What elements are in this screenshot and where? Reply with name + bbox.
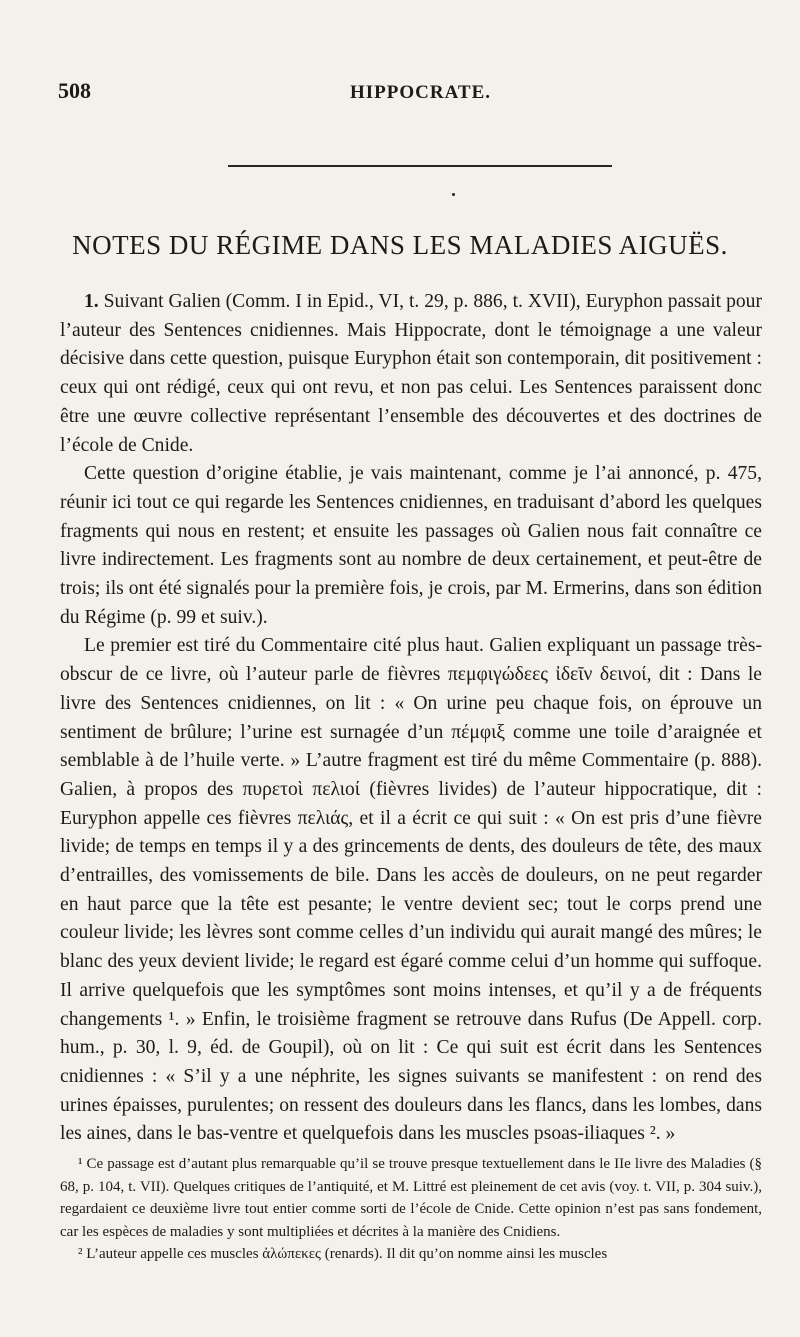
- rule-dot: [452, 193, 455, 196]
- paragraph-1: [60, 288, 762, 460]
- paragraph-3: Le premier est tiré du Commentaire cité plus haut. Galien expliquant un passage très-obscur de ce livre, où l’auteur parle de fièvres πεμφιγώδεες ἰδεῖν δεινοί, dit : Dans le livre des Sentences cnidiennes, on lit : « On urine peu chaque fois, on éprouve un sentiment de brûlure; l’urine est surnagée d’un πέμφιξ comme une toile d’araignée et semblable à de l’huile verte. » L’autre fragment est tiré du même Commentaire (p. 888). Galien, à propos des πυρετοὶ πελιοί (fièvres livides) de l’auteur hippocratique, dit : Euryphon appelle ces fièvres πελιάς, et il a écrit ce qui suit : « On est pris d’une fièvre livide; de temps en temps il y a des grincements de dents, des douleurs de tête, des maux d’entrailles, des vomissements de bile. Dans les accès de douleurs, on ne peut regarder en haut parce que la tête est pesante; le ventre devient sec; tout le corps prend une couleur livide; les lèvres sont comme celles d’un individu qui aurait mangé des mûres; le blanc des yeux devient livide; le regard est égaré comme celui d’un homme qui suffoque. Il arrive quelquefois que les symptômes sont moins intenses, et qu’il y a de fréquents changements ¹. » Enfin, le troisième fragment se retrouve dans Rufus (De Appell. corp. hum., p. 30, l. 9, éd. de Goupil), où on lit : Ce qui suit est écrit dans les Sentences cnidiennes : « S’il y a une néphrite, les signes suivants se manifestent : on rend des urines épaisses, purulentes; on ressent des douleurs dans les flancs, dans les lombes, dans les aines, dans le bas-ventre et quelquefois dans les muscles psoas-iliaques ². »: [60, 635, 762, 1145]
- paragraph-2: Cette question d’origine établie, je vais maintenant, comme je l’ai annoncé, p. 475, réunir ici tout ce qui regarde les Sentences cnidiennes, en traduisant d’abord les quelques fragments qui nous en restent; et ensuite les passages où Galien nous fait connaître ce livre indirectement. Les fragments sont au nombre de deux certainement, et peut-être de trois; ils ont été signalés pour la première fois, je crois, par M. Ermerins, dans son édition du Régime (p. 99 et suiv.).: [60, 463, 762, 628]
- body-text: [60, 288, 762, 1149]
- running-title: HIPPOCRATE.: [350, 82, 492, 103]
- paragraph-1-text: Suivant Galien (Comm. I in Epid., VI, t. 29, p. 886, t. XVII), Euryphon passait pour l’auteur des Sentences cnidiennes. Mais Hippocrate, dont le témoignage a une valeur décisive dans cette question, puisque Euryphon était son contemporain, dit positivement : ceux qui ont rédigé, ceux qui ont revu, et non pas celui. Les Sentences paraissent donc être une œuvre collective représentant l’ensemble des découvertes et des doctrines de l’école de Cnide.: [60, 291, 762, 456]
- footnote-1: ¹ Ce passage est d’autant plus remarquable qu’il se trouve presque textuellement dans le IIe livre des Maladies (§ 68, p. 104, t. VII). Quelques critiques de l’antiquité, et M. Littré est pleinement de cet avis (voy. t. VII, p. 304 suiv.), regardaient ce deuxième livre tout entier comme sorti de l’école de Cnide. Cette opinion n’est pas sans fondement, car les espèces de maladies y sont multipliées et décrites à la manière des Cnidiens.: [60, 1156, 762, 1240]
- title-rule: [228, 165, 612, 167]
- footnote-2: ² L’auteur appelle ces muscles ἀλώπεκες (renards). Il dit qu’on nomme ainsi les muscles: [78, 1246, 608, 1262]
- note-number: 1.: [84, 291, 99, 312]
- page-number: 508: [58, 78, 91, 103]
- footnotes: [60, 1153, 762, 1266]
- running-head: [58, 78, 770, 108]
- section-title: NOTES DU RÉGIME DANS LES MALADIES AIGUËS.: [72, 230, 728, 260]
